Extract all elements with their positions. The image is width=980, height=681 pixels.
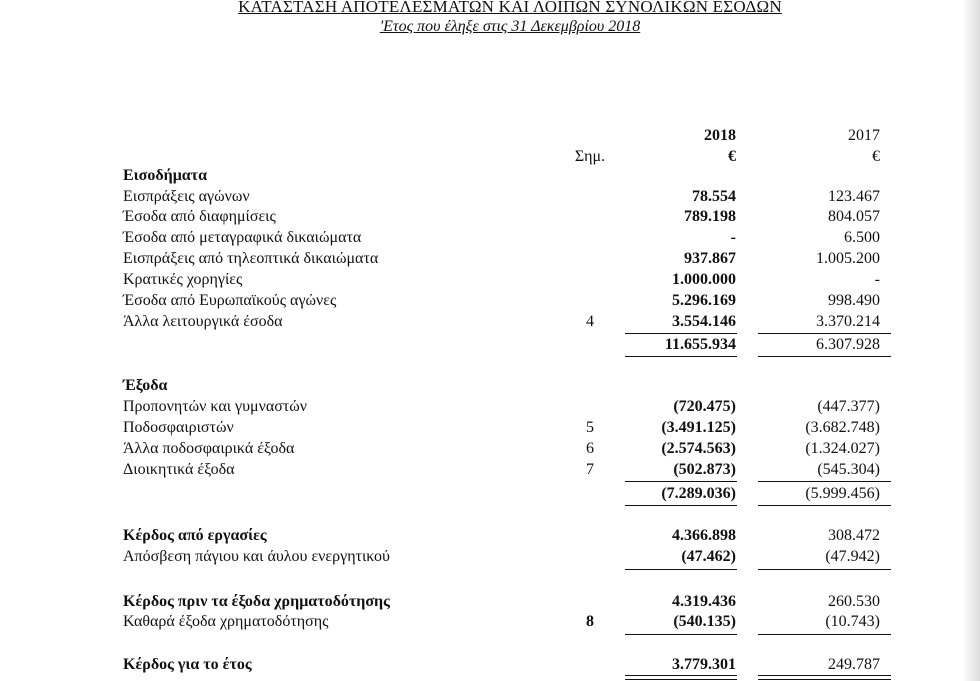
net-financing-row	[0, 613, 980, 633]
row-label: Εισπράξεις από τηλεοπτικά δικαιώματα	[123, 250, 379, 267]
profit-for-year-2017: 249.787	[828, 656, 880, 673]
net-financing-note: 8	[586, 613, 594, 630]
total-line-2017	[758, 505, 891, 506]
row-label: Άλλα ποδοσφαιρικά έξοδα	[123, 440, 295, 457]
row-value-2017: 1.005.200	[816, 250, 880, 267]
table-row	[0, 440, 980, 460]
statement-title: ΚΑΤΑΣΤΑΣΗ ΑΠΟΤΕΛΕΣΜΑΤΩΝ ΚΑΙ ΛΟΙΠΩΝ ΣΥΝΟΛΙΚΩΝ ΕΣΟΔΩΝ	[238, 0, 782, 16]
net-financing-label: Καθαρά έξοδα χρηματοδότησης	[123, 613, 329, 630]
subtotal-line-2018	[625, 333, 737, 334]
row-label: Ποδοσφαιριστών	[123, 419, 234, 436]
row-label: Έσοδα από Ευρωπαϊκούς αγώνες	[123, 292, 337, 309]
subtotal-line-2018	[625, 569, 737, 570]
operating-profit-row	[0, 527, 980, 547]
depreciation-2017: (47.942)	[825, 548, 880, 565]
depreciation-2018: (47.462)	[681, 548, 736, 565]
total-line-2018	[625, 505, 737, 506]
expenses-heading-row	[0, 377, 980, 397]
operating-profit-label: Κέρδος από εργασίες	[123, 527, 267, 544]
row-value-2017: (1.324.027)	[805, 440, 880, 457]
income-total-2018: 11.655.934	[664, 336, 736, 353]
row-value-2018: 789.198	[684, 208, 736, 225]
row-value-2017: 123.467	[828, 188, 880, 205]
subtotal-line-2017	[758, 333, 891, 334]
row-label: Προπονητών και γυμναστών	[123, 398, 308, 415]
pre-financing-profit-label: Κέρδος πριν τα έξοδα χρηματοδότησης	[123, 593, 390, 610]
row-value-2018: (3.491.125)	[661, 419, 736, 436]
row-value-2017: 998.490	[828, 292, 880, 309]
row-value-2017: -	[874, 271, 880, 288]
col-header-2017: 2017	[848, 127, 880, 144]
table-row	[0, 292, 980, 312]
row-label: Διοικητικά έξοδα	[123, 461, 235, 478]
row-value-2018: (2.574.563)	[661, 440, 736, 457]
depreciation-row	[0, 548, 980, 568]
row-value-2018: 78.554	[692, 188, 736, 205]
row-label: Έσοδα από μεταγραφικά δικαιώματα	[123, 229, 362, 246]
table-row	[0, 208, 980, 228]
income-total-row	[0, 336, 980, 356]
expenses-heading: Έξοδα	[123, 377, 168, 394]
double-line-2017	[758, 675, 891, 680]
operating-profit-2017: 308.472	[828, 527, 880, 544]
col-header-note: Σημ.	[574, 148, 606, 165]
row-value-2017: 3.370.214	[816, 313, 880, 330]
row-label: Εισπράξεις αγώνων	[123, 188, 250, 205]
row-value-2018: 3.554.146	[672, 313, 736, 330]
col-currency-2017: €	[872, 148, 880, 165]
row-value-2017: (447.377)	[817, 398, 880, 415]
subtotal-line-2018	[625, 634, 737, 635]
subtotal-line-2017	[758, 634, 891, 635]
pre-financing-profit-2018: 4.319.436	[672, 593, 736, 610]
row-value-2018: (502.873)	[673, 461, 736, 478]
subtotal-line-2018	[625, 481, 737, 482]
pre-financing-profit-row	[0, 593, 980, 613]
row-label: Κρατικές χορηγίες	[123, 271, 243, 288]
double-line-2018	[625, 675, 737, 680]
income-total-2017: 6.307.928	[816, 336, 880, 353]
pre-financing-profit-2017: 260.530	[828, 593, 880, 610]
depreciation-label: Απόσβεση πάγιου και άυλου ενεργητικού	[123, 548, 390, 565]
operating-profit-2018: 4.366.898	[672, 527, 736, 544]
total-line-2018	[625, 356, 737, 357]
table-row	[0, 398, 980, 418]
expenses-total-row	[0, 485, 980, 505]
row-value-2018: -	[730, 229, 736, 246]
expenses-total-2017: (5.999.456)	[805, 485, 880, 502]
subtotal-line-2017	[758, 569, 891, 570]
col-header-2018: 2018	[704, 127, 736, 144]
row-value-2018: 937.867	[684, 250, 736, 267]
income-heading: Εισοδήματα	[123, 167, 208, 184]
row-note: 6	[586, 440, 594, 457]
table-row	[0, 188, 980, 208]
profit-for-year-row	[0, 656, 980, 676]
table-row	[0, 229, 980, 249]
subtotal-line-2017	[758, 481, 891, 482]
income-heading-row	[0, 167, 980, 187]
table-row	[0, 271, 980, 291]
row-value-2018: 5.296.169	[672, 292, 736, 309]
table-row	[0, 250, 980, 270]
expenses-total-2018: (7.289.036)	[661, 485, 736, 502]
profit-for-year-label: Κέρδος για το έτος	[123, 656, 252, 673]
net-financing-2018: (540.135)	[673, 613, 736, 630]
row-value-2017: (3.682.748)	[805, 419, 880, 436]
net-financing-2017: (10.743)	[825, 613, 880, 630]
table-row	[0, 419, 980, 439]
col-currency-2018: €	[728, 148, 736, 165]
row-label: Άλλα λειτουργικά έσοδα	[123, 313, 283, 330]
table-row	[0, 313, 980, 333]
row-note: 4	[586, 313, 594, 330]
row-value-2017: 6.500	[844, 229, 880, 246]
row-note: 5	[586, 419, 594, 436]
row-note: 7	[586, 461, 594, 478]
row-value-2017: (545.304)	[817, 461, 880, 478]
statement-subtitle: 'Ετος που έληξε στις 31 Δεκεμβρίου 2018	[379, 18, 641, 35]
profit-for-year-2018: 3.779.301	[672, 656, 736, 673]
row-value-2017: 804.057	[828, 208, 880, 225]
table-row	[0, 461, 980, 481]
row-label: Έσοδα από διαφημίσεις	[123, 208, 276, 225]
row-value-2018: 1.000.000	[672, 271, 736, 288]
total-line-2017	[758, 356, 891, 357]
row-value-2018: (720.475)	[673, 398, 736, 415]
